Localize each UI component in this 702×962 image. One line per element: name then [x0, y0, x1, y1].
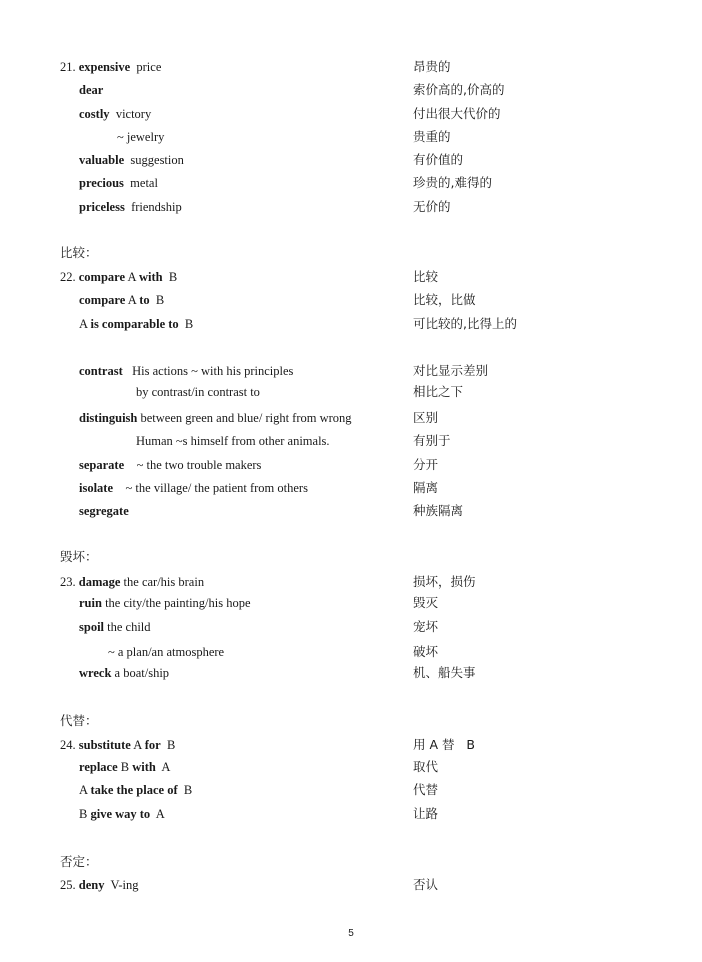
- phrase-text: 22.: [60, 270, 79, 284]
- chinese-meaning: 让路: [413, 806, 439, 821]
- phrase-text: price: [130, 60, 162, 74]
- phrase-text: A: [79, 317, 91, 331]
- phrase-text: ~ the two trouble makers: [124, 458, 262, 472]
- english-phrase: [79, 106, 151, 122]
- english-phrase: [79, 759, 170, 775]
- vocab-entry: [0, 384, 702, 404]
- phrase-text: by contrast/in contrast to: [136, 385, 260, 399]
- keyword: spoil: [79, 620, 105, 634]
- phrase-text: B: [117, 760, 133, 774]
- chinese-meaning: 无价的: [413, 199, 451, 214]
- phrase-text: 23.: [60, 575, 79, 589]
- vocab-entry: [0, 574, 702, 594]
- english-phrase: [108, 644, 224, 660]
- keyword: isolate: [79, 481, 114, 495]
- chinese-meaning: 种族隔离: [413, 503, 464, 518]
- vocab-entry: [0, 410, 702, 430]
- chinese-meaning: 宠坏: [413, 619, 439, 634]
- chinese-meaning: 区别: [413, 410, 439, 425]
- vocab-entry: [0, 106, 702, 126]
- phrase-text: A: [150, 807, 165, 821]
- english-phrase: [79, 199, 182, 215]
- keyword: expensive: [78, 60, 131, 74]
- english-phrase: [79, 175, 158, 191]
- chinese-meaning: 付出很大代价的: [413, 106, 501, 121]
- english-phrase: [79, 457, 261, 473]
- section-heading: 毁坏：: [60, 549, 98, 564]
- english-phrase: [136, 384, 260, 400]
- vocab-entry: [0, 292, 702, 312]
- chinese-meaning: 破坏: [413, 644, 439, 659]
- chinese-meaning: 珍贵的,难得的: [413, 175, 492, 190]
- chinese-meaning: 分开: [413, 457, 439, 472]
- keyword: distinguish: [79, 411, 138, 425]
- phrase-text: Human ~s himself from other animals.: [136, 434, 330, 448]
- section-heading: 代替：: [60, 713, 98, 728]
- chinese-meaning: 可比较的,比得上的: [413, 316, 517, 331]
- english-phrase: [79, 595, 251, 611]
- page-number: 5: [348, 928, 354, 939]
- vocab-entry: [0, 433, 702, 453]
- chinese-meaning: 相比之下: [413, 384, 464, 399]
- phrase-text: B: [177, 783, 193, 797]
- phrase-text: ~ jewelry: [117, 130, 165, 144]
- keyword: is comparable to: [90, 317, 179, 331]
- keyword: priceless: [79, 200, 125, 214]
- keyword: replace: [79, 760, 118, 774]
- english-phrase: [136, 433, 330, 449]
- chinese-meaning: 有别于: [413, 433, 451, 448]
- phrase-text: A: [79, 783, 91, 797]
- english-phrase: [60, 737, 175, 753]
- phrase-text: A: [130, 738, 145, 752]
- keyword: precious: [79, 176, 124, 190]
- keyword: compare: [79, 293, 126, 307]
- vocab-entry: [0, 644, 702, 664]
- english-phrase: [79, 316, 193, 332]
- english-phrase: [60, 877, 139, 893]
- phrase-text: between green and blue/ right from wrong: [137, 411, 352, 425]
- keyword: valuable: [79, 153, 125, 167]
- vocab-entry: [0, 480, 702, 500]
- chinese-meaning: 昂贵的: [413, 59, 451, 74]
- english-phrase: [79, 82, 103, 98]
- phrase-text: friendship: [124, 200, 182, 214]
- phrase-text: A: [125, 293, 140, 307]
- chinese-meaning: 有价值的: [413, 152, 464, 167]
- keyword: give way to: [90, 807, 151, 821]
- english-phrase: [79, 503, 129, 519]
- keyword: with: [132, 760, 156, 774]
- vocab-entry: [0, 269, 702, 289]
- phrase-text: B: [149, 293, 165, 307]
- chinese-meaning: 比较，比做: [413, 292, 476, 307]
- phrase-text: B: [162, 270, 178, 284]
- phrase-text: A: [125, 270, 139, 284]
- english-phrase: [79, 782, 192, 798]
- chinese-meaning: 取代: [413, 759, 439, 774]
- vocab-entry: [0, 363, 702, 383]
- english-phrase: [79, 152, 184, 168]
- phrase-text: His actions ~ with his principles: [122, 364, 294, 378]
- english-phrase: [60, 59, 161, 75]
- phrase-text: B: [178, 317, 194, 331]
- phrase-text: 24.: [60, 738, 79, 752]
- keyword: compare: [78, 270, 126, 284]
- phrase-text: 21.: [60, 60, 79, 74]
- english-phrase: [79, 806, 165, 822]
- english-phrase: [117, 129, 164, 145]
- vocab-entry: [0, 152, 702, 172]
- phrase-text: ~ a plan/an atmosphere: [108, 645, 225, 659]
- phrase-text: V-ing: [104, 878, 139, 892]
- phrase-text: metal: [123, 176, 158, 190]
- vocab-entry: [0, 82, 702, 102]
- vocab-entry: [0, 782, 702, 802]
- chinese-meaning: 比较: [413, 269, 439, 284]
- english-phrase: [79, 480, 308, 496]
- keyword: dear: [79, 83, 104, 97]
- phrase-text: a boat/ship: [111, 666, 170, 680]
- vocab-entry: [0, 199, 702, 219]
- keyword: contrast: [79, 364, 123, 378]
- keyword: substitute: [78, 738, 131, 752]
- keyword: separate: [79, 458, 125, 472]
- chinese-meaning: 否认: [413, 877, 439, 892]
- english-phrase: [79, 410, 352, 426]
- vocab-entry: [0, 665, 702, 685]
- english-phrase: [79, 363, 293, 379]
- keyword: damage: [78, 575, 121, 589]
- chinese-meaning: 用 A 替 B: [413, 737, 475, 752]
- vocab-entry: [0, 457, 702, 477]
- vocab-entry: [0, 129, 702, 149]
- english-phrase: [60, 269, 177, 285]
- english-phrase: [79, 619, 151, 635]
- english-phrase: [60, 574, 204, 590]
- phrase-text: B: [79, 807, 91, 821]
- vocab-entry: [0, 806, 702, 826]
- english-phrase: [79, 665, 169, 681]
- phrase-text: the child: [104, 620, 151, 634]
- chinese-meaning: 索价高的,价高的: [413, 82, 505, 97]
- chinese-meaning: 贵重的: [413, 129, 451, 144]
- english-phrase: [79, 292, 164, 308]
- vocab-entry: [0, 619, 702, 639]
- phrase-text: A: [155, 760, 171, 774]
- vocab-entry: [0, 175, 702, 195]
- keyword: for: [144, 738, 161, 752]
- keyword: ruin: [79, 596, 102, 610]
- phrase-text: 25.: [60, 878, 79, 892]
- chinese-meaning: 机、船失事: [413, 665, 476, 680]
- vocab-entry: [0, 759, 702, 779]
- chinese-meaning: 代替: [413, 782, 439, 797]
- phrase-text: B: [160, 738, 176, 752]
- keyword: take the place of: [90, 783, 178, 797]
- chinese-meaning: 毁灭: [413, 595, 439, 610]
- keyword: segregate: [79, 504, 129, 518]
- phrase-text: ~ the village/ the patient from others: [113, 481, 308, 495]
- vocab-entry: [0, 877, 702, 897]
- phrase-text: the city/the painting/his hope: [101, 596, 251, 610]
- chinese-meaning: 对比显示差别: [413, 363, 489, 378]
- keyword: to: [139, 293, 150, 307]
- keyword: wreck: [79, 666, 112, 680]
- phrase-text: the car/his brain: [120, 575, 205, 589]
- keyword: costly: [79, 107, 110, 121]
- vocab-entry: [0, 503, 702, 523]
- chinese-meaning: 损坏，损伤: [413, 574, 476, 589]
- vocab-entry: [0, 737, 702, 757]
- vocab-entry: [0, 316, 702, 336]
- vocab-entry: [0, 59, 702, 79]
- keyword: with: [138, 270, 163, 284]
- section-heading: 比较：: [60, 245, 98, 260]
- section-heading: 否定：: [60, 854, 98, 869]
- phrase-text: suggestion: [124, 153, 184, 167]
- vocab-entry: [0, 595, 702, 615]
- chinese-meaning: 隔离: [413, 480, 439, 495]
- phrase-text: victory: [109, 107, 152, 121]
- keyword: deny: [78, 878, 105, 892]
